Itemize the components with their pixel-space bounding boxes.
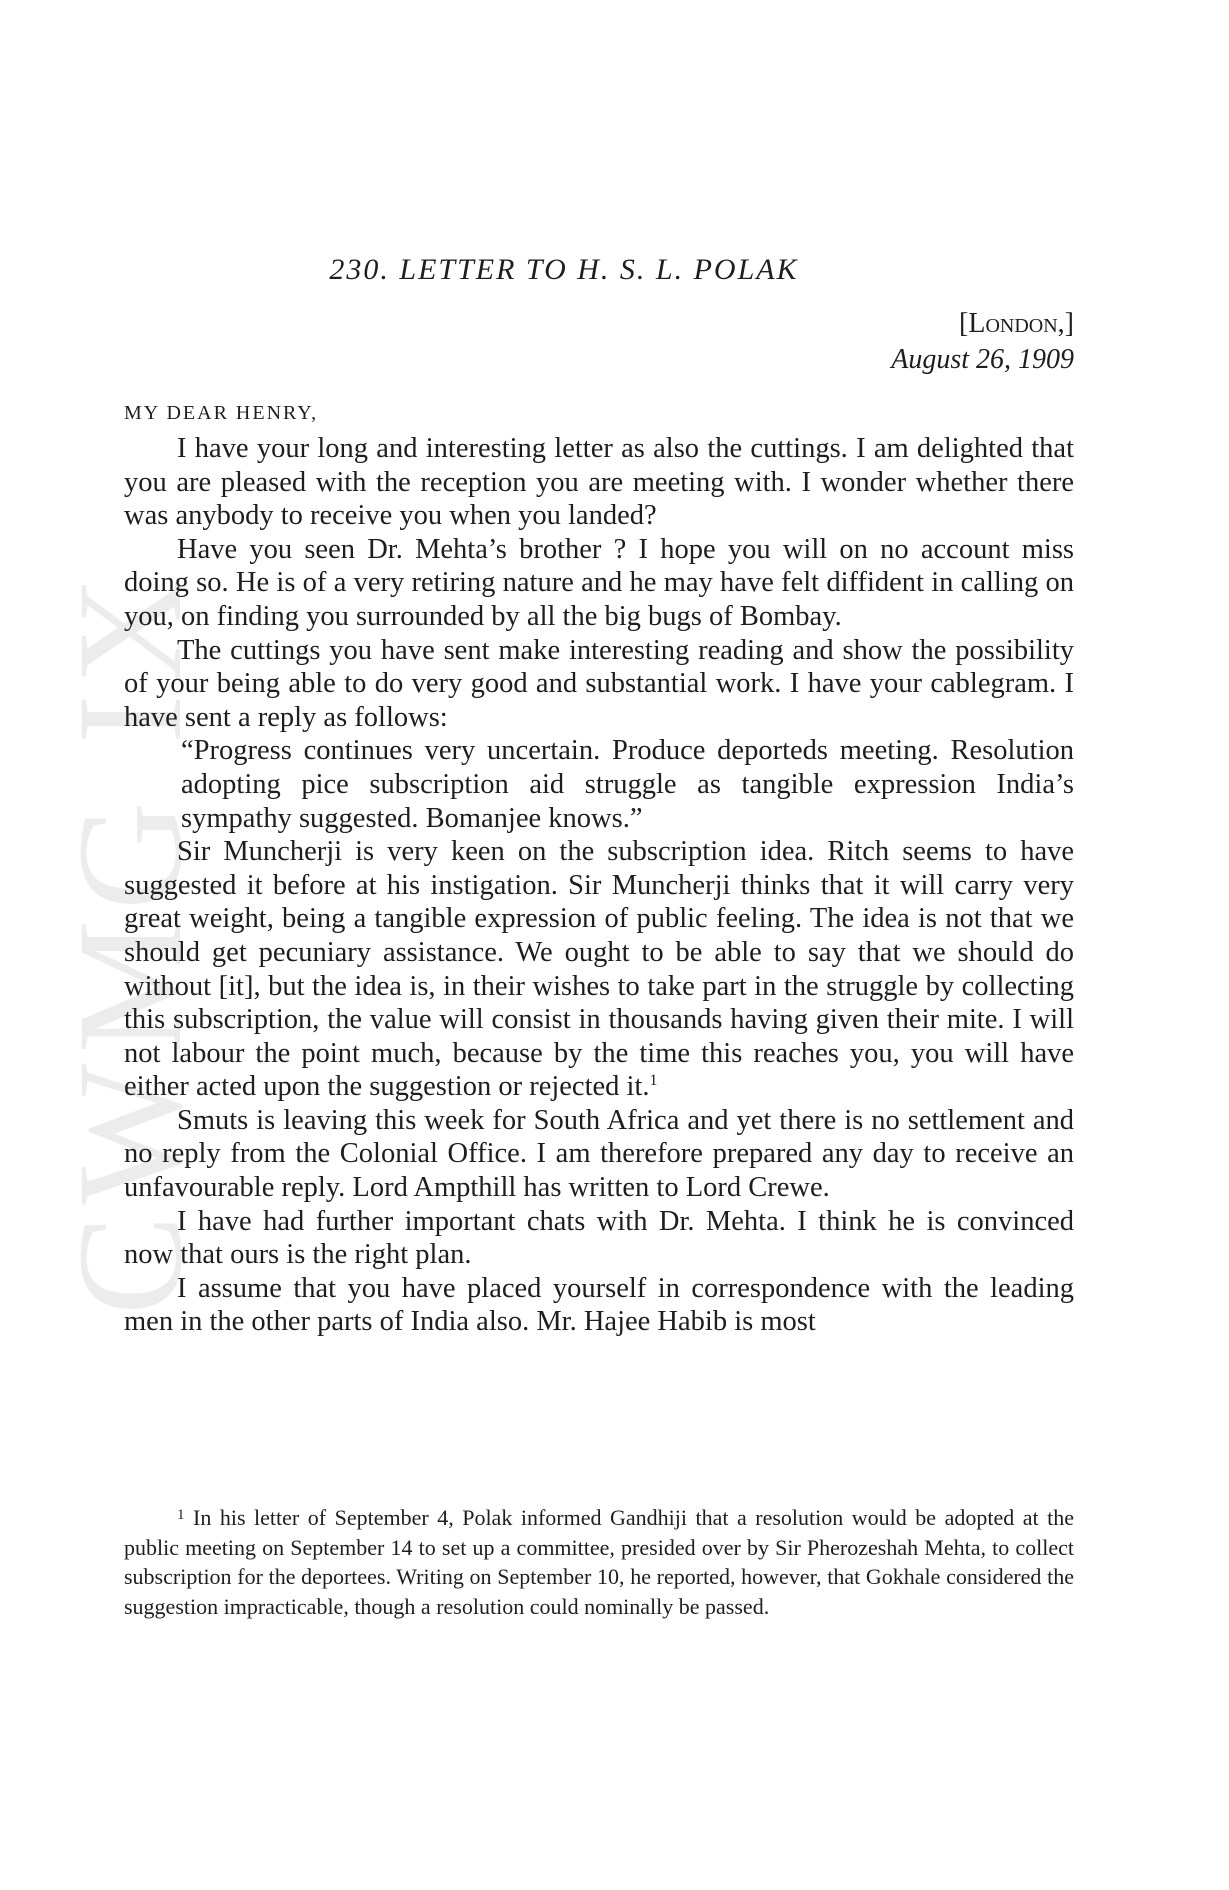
paragraph-2: Have you seen Dr. Mehta’s brother ? I hope you will on no account miss doing so. He is of a very retiring nature and he may have felt diffident in calling on you, on finding you surrounded by all the big bugs of Bombay. xyxy=(124,533,1074,632)
paragraph-4-text: Sir Muncherji is very keen on the subscription idea. Ritch seems to have suggested it before at his instigation. Sir Muncherji thinks that it will carry very great weight, being a tangible expression of public feeling. The idea is not that we should get pecuniary assistance. We ought to be able to say that we should do without [it], but the idea is, in their wishes to take part in the struggle by collecting this subscription, the value will consist in thousands having given their mite. I will not labour the point much, because by the time this reaches you, you will have either acted upon the suggestion or rejected it. xyxy=(124,836,1074,1103)
paragraph-3: The cuttings you have sent make interesting reading and show the possibility of your being able to do very good and substantial work. I have your cablegram. I have sent a reply as follows: xyxy=(124,634,1074,733)
footnote xyxy=(124,1503,1074,1621)
cable-quote xyxy=(124,734,1074,835)
paragraph-7: I assume that you have placed yourself in correspondence with the leading men in the other parts of India also. Mr. Hajee Habib is most xyxy=(124,1272,1074,1338)
paragraph-6: I have had further important chats with Dr. Mehta. I think he is convinced now that ours is the right plan. xyxy=(124,1205,1074,1271)
footnote-text: In his letter of September 4, Polak informed Gandhiji that a resolution would be adopted at the public meeting on September 14 to set up a committee, presided over by Sir Pherozeshah Mehta, to collect subscription for the deportees. Writing on September 10, he reported, however, that Gokhale considered the suggestion impracticable, though a resolution could nominally be passed. xyxy=(124,1505,1074,1619)
letter-place: [London,] xyxy=(959,308,1074,339)
paragraph-5: Smuts is leaving this week for South Africa and yet there is no settlement and no reply from the Colonial Office. I am therefore prepared any day to receive an unfavourable reply. Lord Ampthill has written to Lord Crewe. xyxy=(124,1104,1074,1204)
letter-title-text: 230. LETTER TO H. S. L. POLAK xyxy=(329,253,799,286)
paragraph-4 xyxy=(124,835,1074,1104)
paragraph-1: I have your long and interesting letter as also the cuttings. I am delighted that you are pleased with the reception you are meeting with. I wonder whether there was anybody to receive you when you landed? xyxy=(124,433,1074,532)
letter-body xyxy=(124,432,1074,1339)
footnote-marker: 1 xyxy=(177,1507,185,1523)
letter-title xyxy=(124,253,1074,287)
footnote-ref[interactable]: 1 xyxy=(649,1072,658,1090)
letter-date: August 26, 1909 xyxy=(891,344,1074,375)
salutation: MY DEAR HENRY, xyxy=(124,402,319,424)
watermark: CWMG IX xyxy=(47,565,213,1315)
cable-quote-text: “Progress continues very uncertain. Produce deporteds meeting. Resolution adopting pice subscription aid struggle as tangible expression India’s sympathy suggested. Bomanjee knows.” xyxy=(181,735,1074,834)
footnote-1 xyxy=(124,1503,1074,1621)
